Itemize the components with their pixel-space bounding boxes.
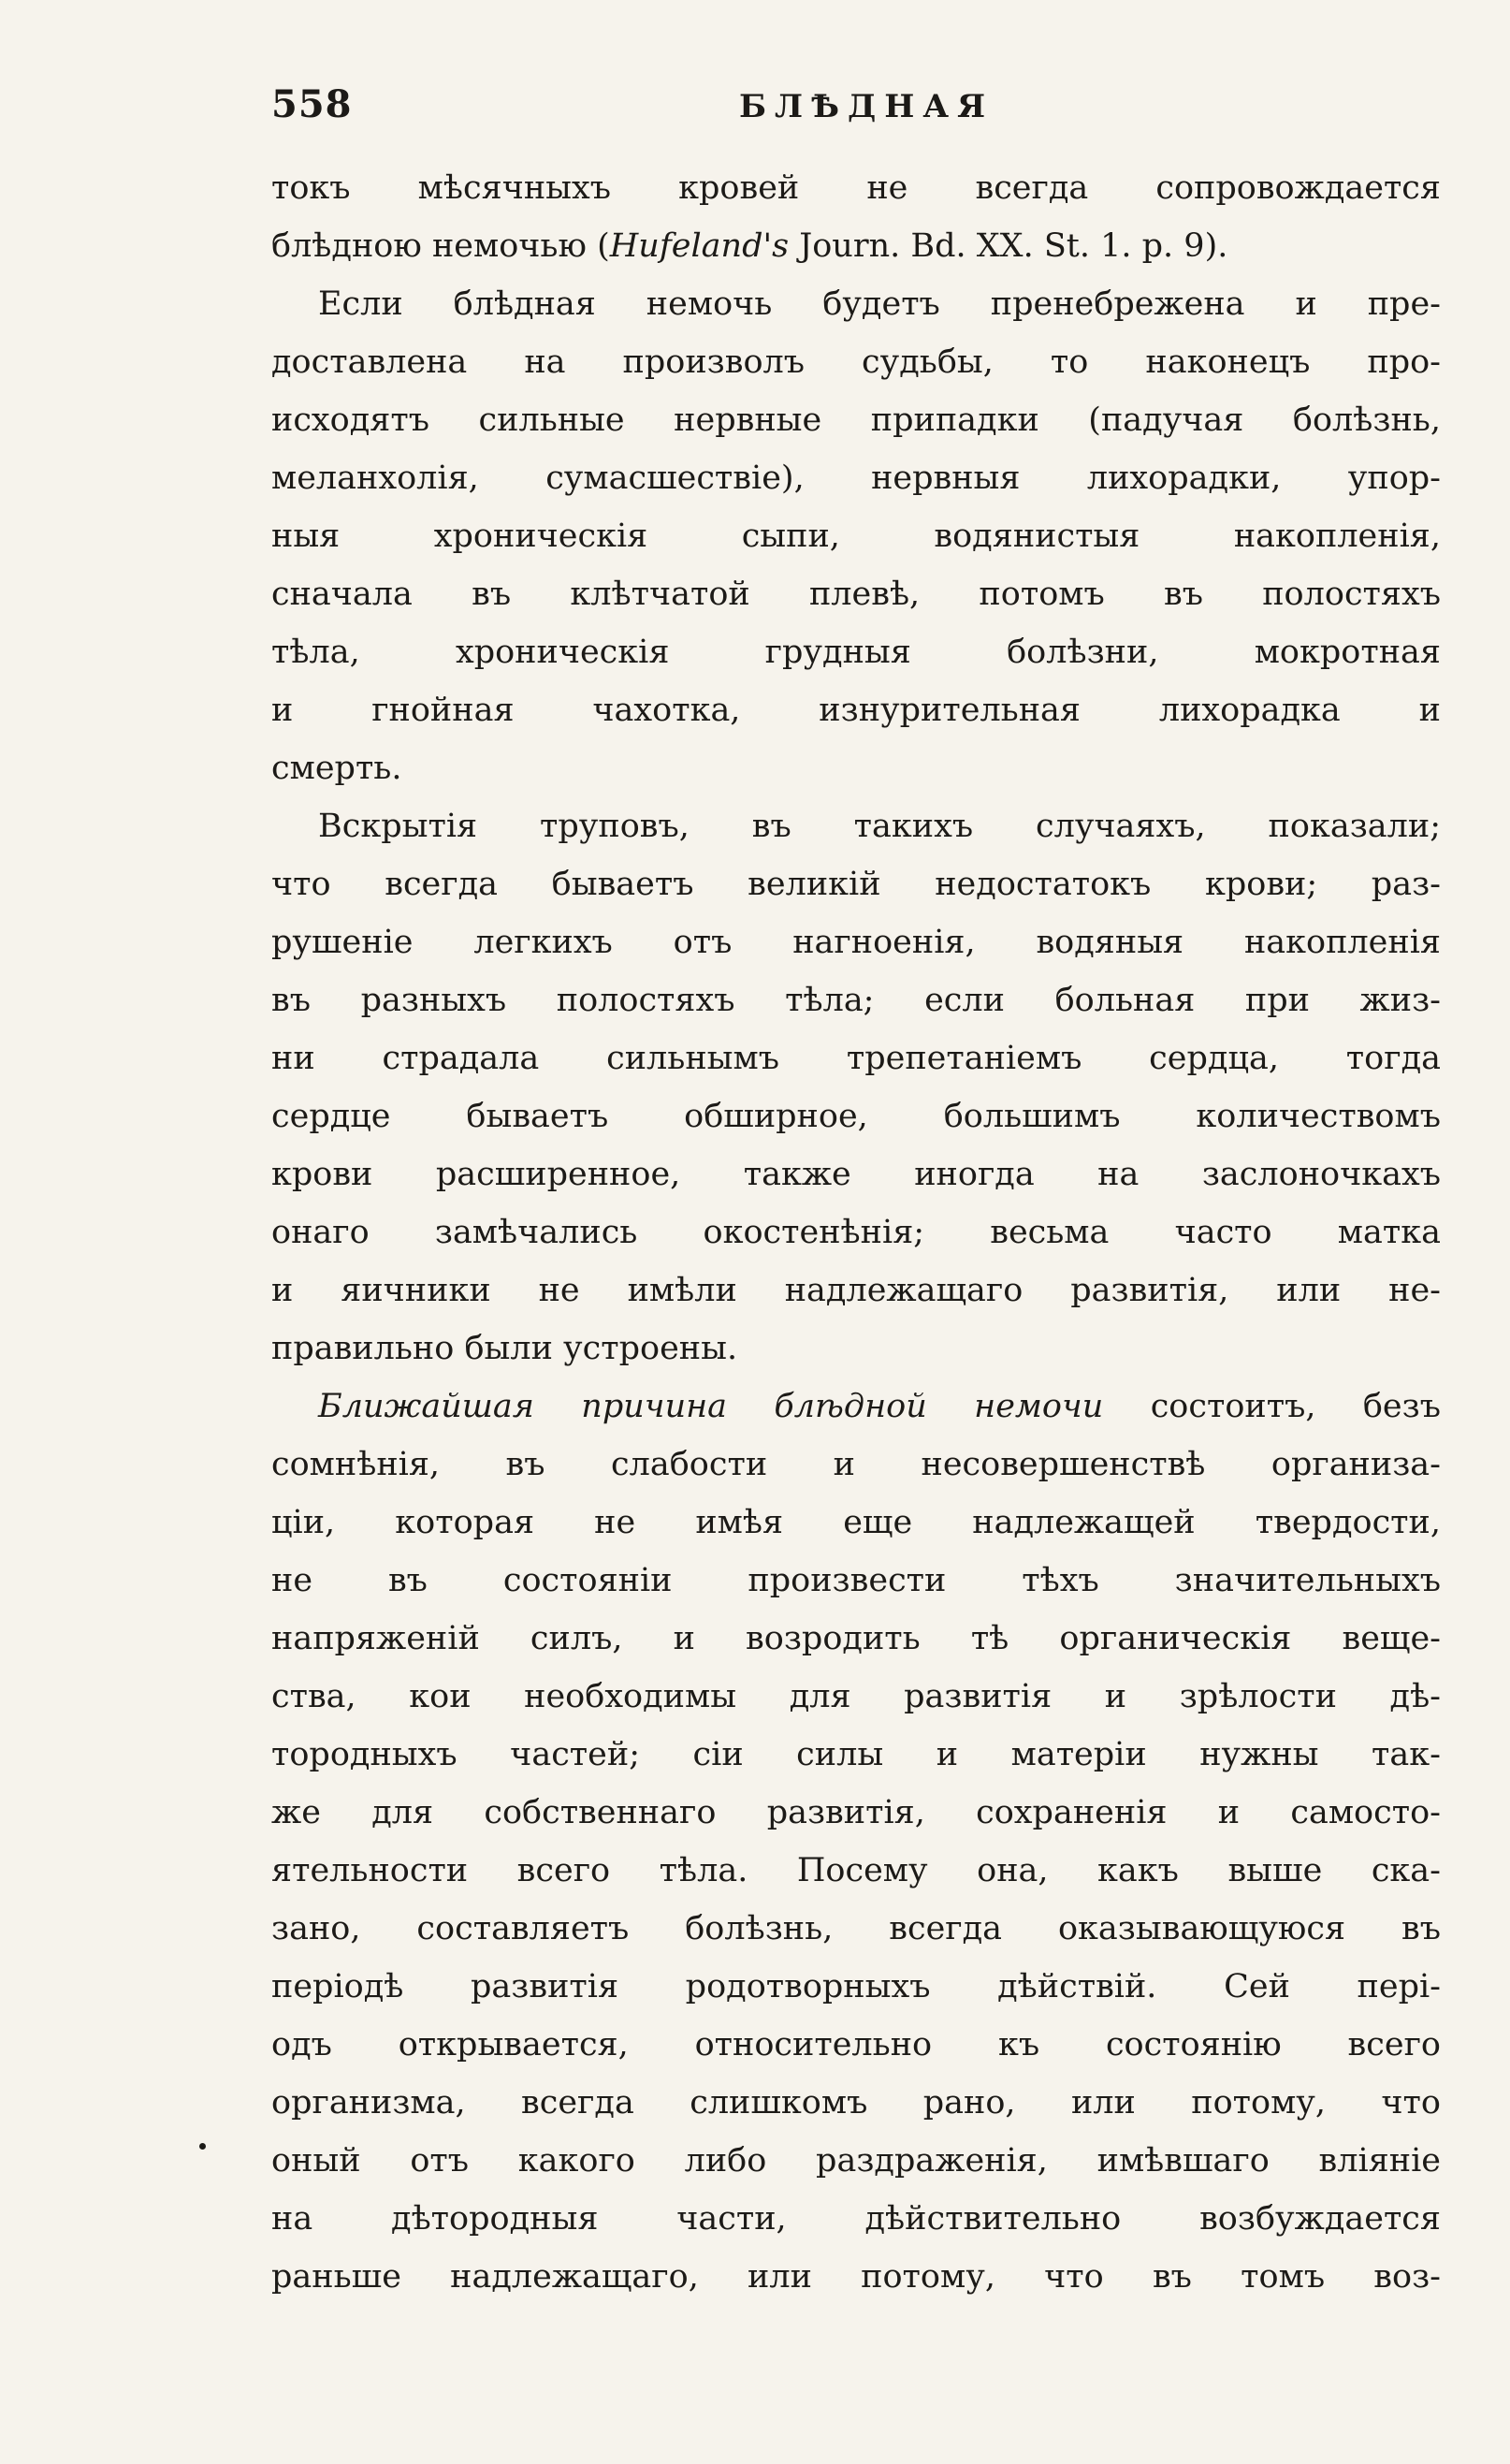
- text-span: блѣдною немочью (: [271, 227, 610, 265]
- text-line: токъ мѣсячныхъ кровей не всегда сопровождается: [271, 169, 1441, 207]
- text-line: рушеніе легкихъ отъ нагноенія, водяныя накопленія: [271, 924, 1441, 961]
- text-line: одъ открывается, относительно къ состоянію всего: [271, 2026, 1441, 2063]
- text-line: ныя хроническія сыпи, водянистыя накопленія,: [271, 518, 1441, 555]
- text-line: ни страдала сильнымъ трепетаніемъ сердца, тогда: [271, 1040, 1441, 1077]
- text-line: сначала въ клѣтчатой плевѣ, потомъ въ полостяхъ: [271, 576, 1441, 613]
- text-line: ства, кои необходимы для развитія и зрѣлости дѣ-: [271, 1678, 1441, 1715]
- text-line: сомнѣнія, въ слабости и несовершенствѣ организа-: [271, 1446, 1441, 1483]
- text-line: смерть.: [271, 750, 402, 787]
- text-line: организма, всегда слишкомъ рано, или потому, что: [271, 2084, 1441, 2121]
- page-number: 558: [271, 82, 353, 126]
- text-line: что всегда бываетъ великій недостатокъ крови; раз-: [271, 866, 1441, 903]
- text-line: же для собственнаго развитія, сохраненія и самосто-: [271, 1794, 1441, 1831]
- text-line: не въ состояніи произвести тѣхъ значительныхъ: [271, 1562, 1441, 1599]
- text-line: напряженій силъ, и возродить тѣ органическія веще-: [271, 1620, 1441, 1657]
- text-line: Если блѣдная немочь будетъ пренебрежена и пре-: [318, 285, 1441, 323]
- text-line: исходятъ сильные нервные припадки (падучая болѣзнь,: [271, 401, 1441, 439]
- text-line: доставлена на произволъ судьбы, то наконецъ про-: [271, 343, 1441, 381]
- text-line: раньше надлежащаго, или потому, что въ томъ воз-: [271, 2258, 1441, 2296]
- ink-speck: [199, 2143, 206, 2150]
- text-line: зано, составляетъ болѣзнь, всегда оказывающуюся въ: [271, 1910, 1441, 1947]
- page-header: [271, 82, 1441, 139]
- text-line: Вскрытія труповъ, въ такихъ случаяхъ, показали;: [318, 808, 1441, 845]
- text-line: и гнойная чахотка, изнурительная лихорадка и: [271, 692, 1441, 729]
- text-line: меланхолія, сумасшествіе), нервныя лихорадки, упор-: [271, 459, 1441, 497]
- text-span: состоитъ, безъ: [1103, 1388, 1441, 1425]
- text-line: крови расширенное, также иногда на заслоночкахъ: [271, 1156, 1441, 1193]
- text-line: на дѣтородныя части, дѣйствительно возбуждается: [271, 2200, 1441, 2238]
- text-line: тѣла, хроническія грудныя болѣзни, мокротная: [271, 634, 1441, 671]
- italic-span: Hufeland's: [609, 227, 790, 265]
- text-line: тородныхъ частей; сіи силы и матеріи нужны так-: [271, 1736, 1441, 1773]
- text-line: правильно были устроены.: [271, 1330, 738, 1367]
- text-line: онаго замѣчались окостенѣнія; весьма часто матка: [271, 1214, 1441, 1251]
- running-title: БЛѢДНАЯ: [739, 88, 995, 125]
- text-line: въ разныхъ полостяхъ тѣла; если больная при жиз-: [271, 982, 1441, 1019]
- text-line: ятельности всего тѣла. Посему она, какъ выше ска-: [271, 1852, 1441, 1889]
- text-line: и яичники не имѣли надлежащаго развитія, или не-: [271, 1272, 1441, 1309]
- body-text: [271, 159, 1441, 2306]
- text-line: [271, 1378, 1441, 1436]
- text-line: оный отъ какого либо раздраженія, имѣвшаго вліяніе: [271, 2142, 1441, 2180]
- text-line: ціи, которая не имѣя еще надлежащей твердости,: [271, 1504, 1441, 1541]
- text-line: періодѣ развитія родотворныхъ дѣйствій. Сей пері-: [271, 1968, 1441, 2005]
- text-line: сердце бываетъ обширное, большимъ количествомъ: [271, 1098, 1441, 1135]
- text-span: Journ. Bd. XX. St. 1. p. 9).: [789, 227, 1228, 265]
- italic-span: Ближайшая причина блѣдной немочи: [318, 1388, 1104, 1425]
- text-line: [271, 217, 1441, 275]
